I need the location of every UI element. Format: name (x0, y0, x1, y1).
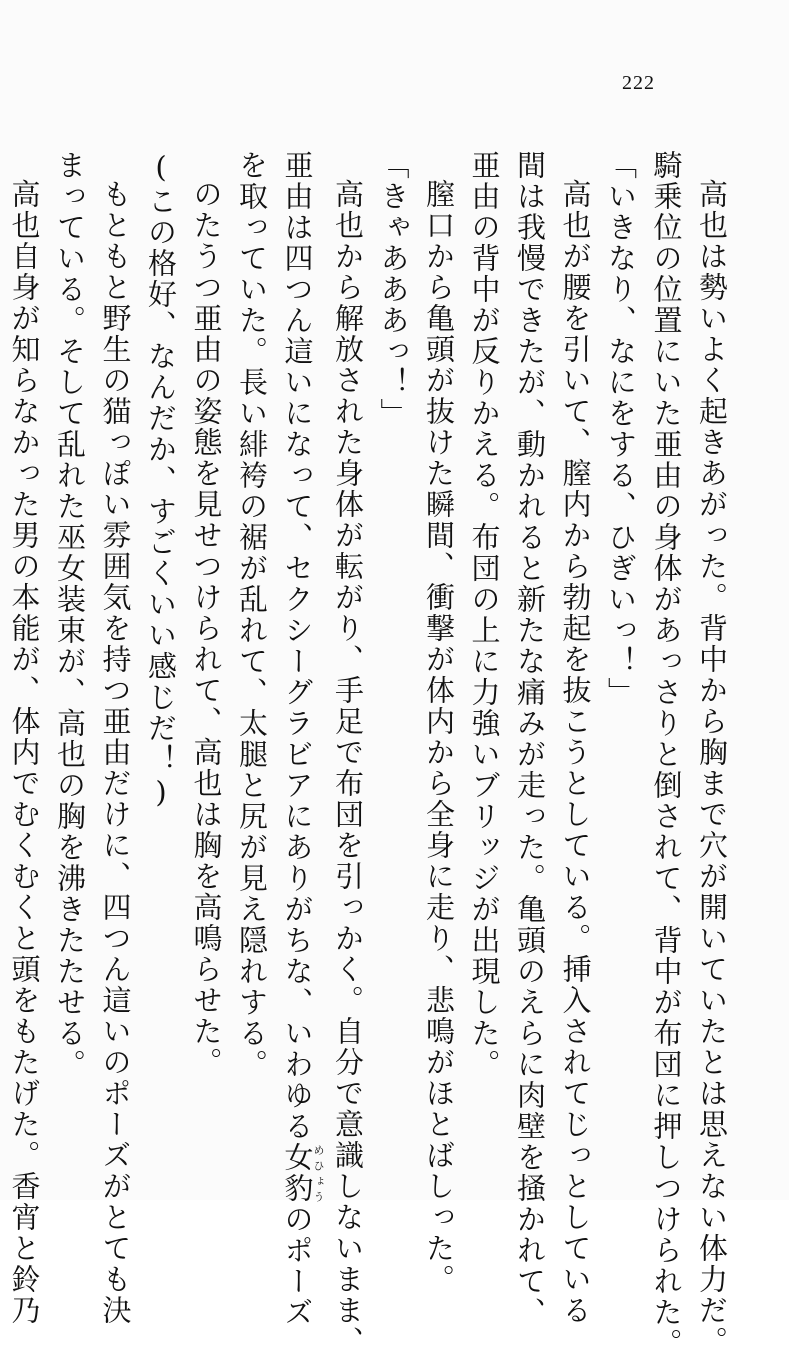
text-line: 騎乗位の位置にいた亜由の身体があっさりと倒されて、背中が布団に押しつけられた。 (649, 150, 684, 1359)
ruby-reading: めひょう (312, 1142, 325, 1204)
text-line: 「いきなり、なにをする、ひぎいっ！」 (604, 150, 638, 708)
text-segment: のポーズ (280, 1204, 315, 1328)
text-segment: 亜由は四つん這いになって、セクシーグラビアにありがちな、いわゆる (280, 150, 315, 1142)
text-line: のたうつ亜由の姿態を見せつけられて、高也は胸を高鳴らせた。 (189, 179, 224, 1078)
ruby-base: 女豹 (280, 1142, 315, 1204)
text-line: 間は我慢できたが、動かれると新たな痛みが走った。亀頭のえらに肉壁を掻かれて、 (513, 150, 547, 1328)
text-line: 高也は勢いよく起きあがった。背中から胸まで穴が開いていたとは思えない体力だ。 (695, 179, 729, 1357)
text-line: 亜由の背中が反りかえる。布団の上に力強いブリッジが出現した。 (467, 150, 502, 1080)
text-line: 「きゃあああっ！」 (376, 150, 411, 429)
vertical-text-body (7, 150, 734, 1359)
text-line: を取っていた。長い緋袴の裾が乱れて、太腿と尻が見え隠れする。 (235, 150, 269, 1080)
text-line: まっている。そして乱れた巫女装束が、高也の胸を沸きたたせる。 (53, 150, 87, 1080)
text-line: 高也から解放された身体が転がり、手足で布団を引っかく。自分で意識しないまま、 (331, 179, 365, 1357)
text-line: (この格好、なんだか、すごくいい感じだ！) (144, 150, 178, 811)
ruby-annotation (280, 1142, 325, 1204)
text-line: 高也が腰を引いて、膣内から勃起を抜こうとしている。挿入されてじっとしている (558, 179, 593, 1326)
text-line: 高也自身が知らなかった男の本能が、体内でむくむくと頭をもたげた。香宵と鈴乃 (7, 179, 42, 1326)
page-number: 222 (622, 72, 655, 94)
text-line-with-ruby (274, 150, 325, 1328)
text-line: 膣口から亀頭が抜けた瞬間、衝撃が体内から全身に走り、悲鳴がほとばしった。 (422, 179, 456, 1295)
text-line (0, 150, 1, 1110)
text-line: もともと野生の猫っぽい雰囲気を持つ亜由だけに、四つん這いのポーズがとても決 (98, 179, 133, 1326)
